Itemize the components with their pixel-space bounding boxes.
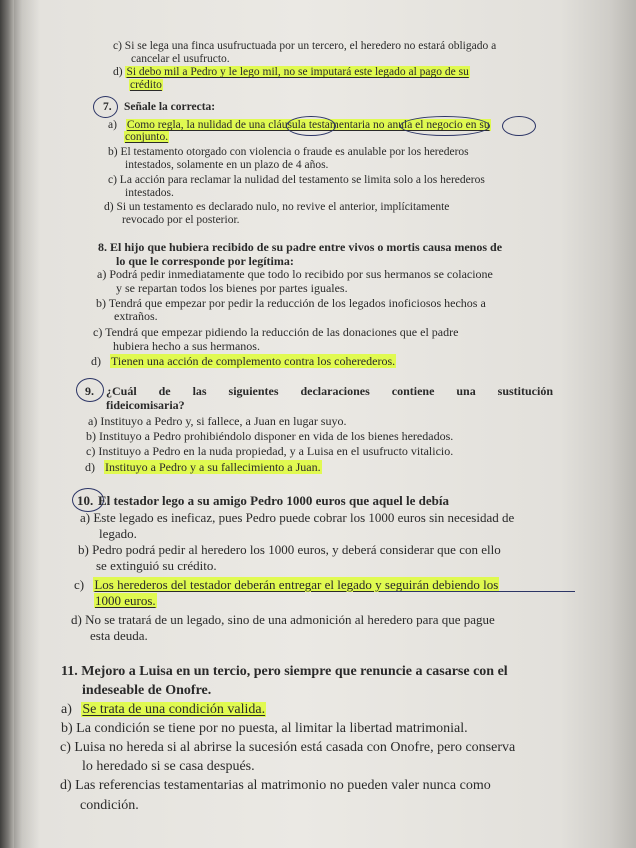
q11-option-c-line1: c) Luisa no hereda si al abrirse la sucesión está casada con Onofre, pero conserva [60,740,516,755]
highlighted-answer: Como regla, la nulidad de una cláusula testamentaria no anula el negocio en su [126,119,490,131]
q7-option-d-line1: d) Si un testamento es declarado nulo, no revive el anterior, implícitamente [104,201,450,213]
q11-option-d-line1: d) Las referencias testamentarias al matrimonio no pueden valer nunca como [60,778,491,793]
q8-question-line1: 8. El hijo que hubiera recibido de su padre entre vivos o mortis causa menos de [98,240,503,254]
highlighted-answer: Se trata de una condición valida. [82,702,266,717]
q10-option-a-line1: a) Este legado es ineficaz, pues Pedro puede cobrar los 1000 euros sin necesidad de [80,510,515,525]
q10-option-d-line2: esta deuda. [90,628,148,643]
q11-option-a [61,703,266,717]
page-shadow-edge [0,0,14,848]
q10-option-b-line1: b) Pedro podrá pedir al heredero los 1000 euros, y deberá considerar que con ello [78,542,501,557]
q8-option-b-line2: extraños. [114,309,158,323]
highlighted-answer: Si debo mil a Pedro y le lego mil, no se imputará este legado al pago de su [126,66,469,78]
highlighted-answer: Tienen una acción de complemento contra los coherederos. [111,354,396,368]
q10-option-c [74,578,499,591]
pen-circle-no-anula [400,116,490,136]
q11-option-d-line2: condición. [80,798,139,813]
q10-option-b-line2: se extinguió su crédito. [96,558,217,573]
q7-option-b-line2: intestados, solamente en un plazo de 4 años. [125,159,329,171]
option-letter: d) [113,66,123,78]
option-letter: c) [74,577,85,592]
option-letter: a) [108,119,117,131]
q6-option-d [113,67,470,79]
q10-option-c-line2 [94,594,157,607]
q7-option-c-line2: intestados. [125,187,174,199]
q8-option-c-line1: c) Tendrá que empezar pidiendo la reducción de las donaciones que el padre [93,325,459,339]
highlighted-answer: crédito [130,79,162,91]
q9-question-line2: fideicomisaria? [106,398,185,412]
q8-option-a-line1: a) Podrá pedir inmediatamente que todo lo recibido por sus hermanos se colacione [97,267,493,281]
q6-option-c-line1: c) Si se lega una finca usufructuada por un tercero, el heredero no estará obligado a [113,40,497,52]
q7-option-c-line1: c) La acción para reclamar la nulidad del testamento se limita solo a los herederos [108,174,485,186]
q7-number: 7. [103,101,112,113]
q8-option-c-line2: hubiera hecho a sus hermanos. [113,339,260,353]
q8-option-a-line2: y se repartan todos los bienes por partes iguales. [116,281,348,295]
q11-option-c-line2: lo heredado si se casa después. [82,759,255,774]
pen-circle-en-su [502,116,536,136]
option-letter: d) [85,460,95,474]
q10-question: El testador lego a su amigo Pedro 1000 euros que aquel le debía [98,493,450,508]
option-letter: d) [91,354,101,368]
highlighted-answer: 1000 euros. [95,593,156,608]
q11-question-line2: indeseable de Onofre. [82,683,212,698]
q6-option-d-line2 [129,80,163,92]
q6-option-c-line2: cancelar el usufructo. [131,53,230,65]
highlighted-answer: Los herederos del testador deberán entregar el legado y seguirán debiendo los [94,577,499,592]
q9-number: 9. [85,384,94,398]
q9-option-a: a) Instituyo a Pedro y, si fallece, a Juan en lugar suyo. [88,414,347,428]
pen-circle-clausula [286,116,336,136]
q9-option-c: c) Instituyo a Pedro en la nuda propiedad, y a Luisa en el usufructo vitalicio. [86,444,454,458]
q9-option-b: b) Instituyo a Pedro prohibiéndolo disponer en vida de los bienes heredados. [86,429,454,443]
q8-option-b-line1: b) Tendrá que empezar por pedir la reducción de los legados inoficiosos hechos a [96,296,486,310]
q10-option-d-line1: d) No se tratará de un legado, sino de una admonición al heredero para que pague [71,612,495,627]
q8-question-line2: lo que le corresponde por legítima: [116,254,294,268]
q9-option-d [85,461,322,473]
q9-question-line1: ¿Cuál de las siguientes declaraciones contiene una sustitución [106,384,553,398]
q10-option-a-line2: legado. [99,526,137,541]
highlighted-answer: Instituyo a Pedro y a su fallecimiento a Juan. [105,460,321,474]
q7-question: Señale la correcta: [124,101,216,113]
highlighted-answer: conjunto. [125,131,169,143]
q11-question-line1: 11. Mejoro a Luisa en un tercio, pero siempre que renuncie a casarse con el [61,664,508,679]
q7-option-a-line2 [124,132,169,144]
q8-option-d [91,355,396,367]
option-letter: a) [61,702,72,717]
pen-underline-q10 [380,591,575,592]
q7-option-d-line2: revocado por el posterior. [122,214,240,226]
q7-option-b-line1: b) El testamento otorgado con violencia o fraude es anulable por los herederos [108,146,469,158]
q11-option-b: b) La condición se tiene por no puesta, al limitar la libertad matrimonial. [61,721,468,736]
q10-number: 10. [77,493,94,508]
